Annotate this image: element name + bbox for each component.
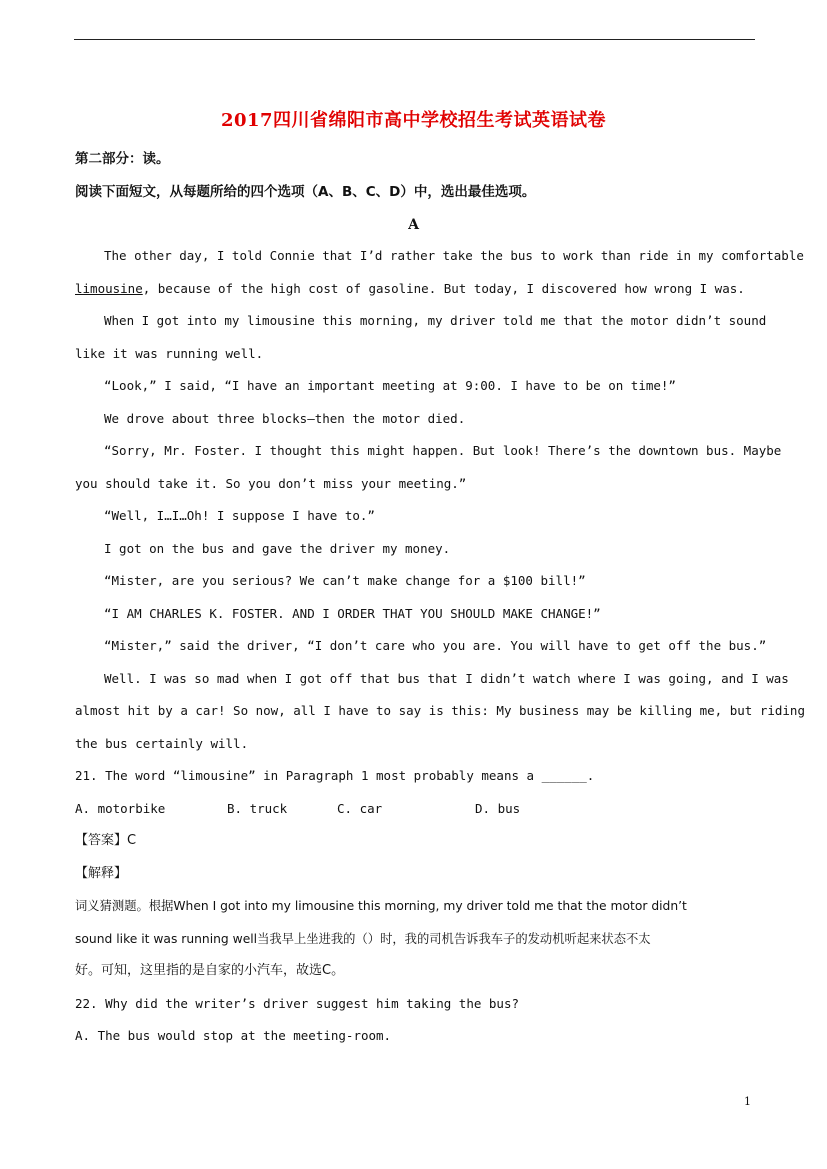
- passage-line: “Look,” I said, “I have an important meeting at 9:00. I have to be on time!”: [104, 378, 676, 393]
- q21-explanation: 好。可知，这里指的是自家的小汽车，故选C。: [75, 963, 345, 978]
- header-rule: [74, 39, 755, 40]
- passage-line-rest: , because of the high cost of gasoline. But today, I discovered how wrong I was.: [142, 281, 745, 296]
- q21-explain-label: 【解释】: [75, 866, 128, 881]
- passage-line: “I AM CHARLES K. FOSTER. AND I ORDER THAT YOU SHOULD MAKE CHANGE!”: [104, 606, 601, 621]
- passage-label: A: [408, 217, 419, 233]
- passage-line: “Mister,” said the driver, “I don’t care who you are. You will have to get off the bus.”: [104, 638, 767, 653]
- passage-line: “Well, I…I…Oh! I suppose I have to.”: [104, 508, 375, 523]
- passage-line: [75, 280, 745, 298]
- question-21-stem: 21. The word “limousine” in Paragraph 1 most probably means a ______.: [75, 768, 595, 783]
- passage-line: you should take it. So you don’t miss your meeting.”: [75, 476, 467, 491]
- passage-line: We drove about three blocks—then the motor died.: [104, 411, 466, 426]
- passage-line: the bus certainly will.: [75, 736, 249, 751]
- page-title: 2017四川省绵阳市高中学校招生考试英语试卷: [220, 110, 607, 131]
- passage-line: Well. I was so mad when I got off that bus that I didn’t watch where I was going, and I was: [104, 671, 789, 686]
- q21-option-d: D. bus: [475, 801, 521, 816]
- q21-explanation: 词义猜测题。根据When I got into my limousine this morning, my driver told me that the motor didn’t: [75, 899, 687, 913]
- q21-explanation: sound like it was running well当我早上坐进我的（）时，我的司机告诉我车子的发动机听起来状态不太: [75, 932, 651, 946]
- passage-line: The other day, I told Connie that I’d rather take the bus to work than ride in my comfortable: [104, 248, 804, 263]
- underlined-word: limousine: [75, 281, 143, 296]
- passage-line: almost hit by a car! So now, all I have to say is this: My business may be killing me, but riding: [75, 703, 805, 718]
- q21-answer: 【答案】C: [75, 833, 137, 848]
- passage-line: When I got into my limousine this morning, my driver told me that the motor didn’t sound: [104, 313, 767, 328]
- q22-option-a: A. The bus would stop at the meeting-room.: [75, 1028, 392, 1043]
- q21-option-a: A. motorbike: [75, 801, 166, 816]
- instruction-text: 阅读下面短文，从每题所给的四个选项（A、B、C、D）中，选出最佳选项。: [75, 184, 536, 200]
- q21-option-c: C. car: [337, 801, 383, 816]
- q21-option-b: B. truck: [227, 801, 288, 816]
- page-number: 1: [744, 1095, 751, 1108]
- passage-line: like it was running well.: [75, 346, 264, 361]
- passage-line: I got on the bus and gave the driver my money.: [104, 541, 451, 556]
- passage-line: “Mister, are you serious? We can’t make change for a $100 bill!”: [104, 573, 586, 588]
- question-22-stem: 22. Why did the writer’s driver suggest him taking the bus?: [75, 996, 520, 1011]
- section-heading: 第二部分：读。: [75, 151, 170, 167]
- passage-line: “Sorry, Mr. Foster. I thought this might happen. But look! There’s the downtown bus. Maybe: [104, 443, 782, 458]
